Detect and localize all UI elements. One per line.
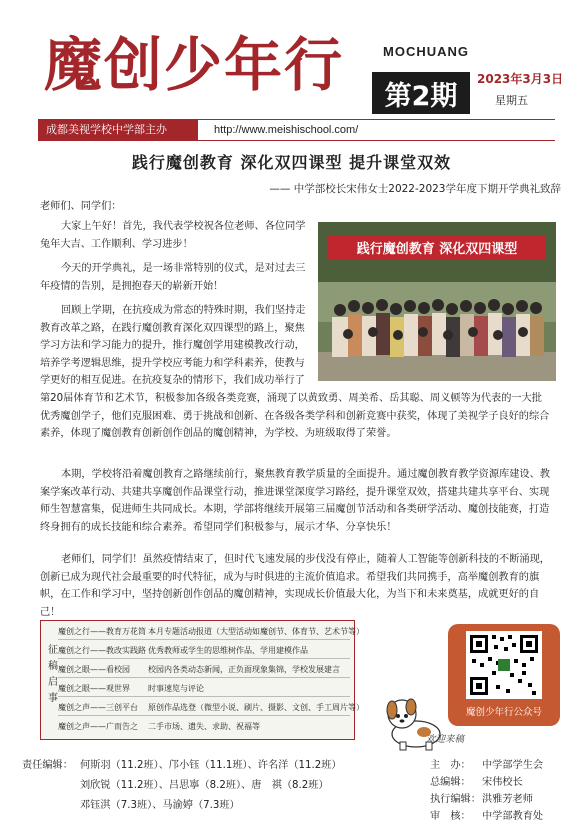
editors-line-2: 刘欣锐（11.2班）、吕思寧（8.2班）、唐 祺（8.2班）	[80, 780, 329, 791]
table-row: 魔创之声——三创平台 原创作品选登（微型小说、刷片、摄影、文创、手工周片等）	[58, 699, 350, 716]
issue-date: 2023年3月3日	[477, 72, 564, 86]
welcome-note: 欢迎来稿	[426, 734, 465, 745]
editors-line-3: 邓钰淇（7.3班）、马渝婷（7.3班）	[80, 800, 240, 811]
table-row: 魔创之行——教育万花筒 本月专题活动报道（大型活动如魔创节、体育节、艺术节等）	[58, 623, 350, 640]
article-headline: 践行魔创教育 深化双四课型 提升课堂双效	[131, 153, 452, 172]
masthead-title: 魔创少年行	[44, 31, 345, 99]
paragraph-4: 本期，学校将沿着魔创教育之路继续前行，聚焦教育教学质量的全面提升。通过魔创教育教学资源库建设、教案学案改革行动、共建共享魔创作品课堂行动，推进课堂深度学习路经，提升课堂双效，搭建共建共享平台、实现师生智慧富集，促进师生共同成长。本期，学部将继续开展第三届魔创节活动和各类研学活动、魔创技能赛，打造终身拥有的成长技能和综合素养。希望同学们积极参与，展示才华、分享快乐！	[40, 469, 550, 533]
paragraph-3: 回顾上学期，在抗疫成为常态的特殊时期，我们坚持走教育改革之路，在践行魔创教育深化双四课型的路上，聚焦学习方法和学习能力的提升，推行魔创学用建模教改行动，培养学考逻辑思维，提升学校应考能力和学科素养，使教与学更好的相互促进。在抗疫复杂的情形下，我们成功举行了第20届体育节和艺术节，积极参加各级各类竞赛，涌现了以黄致勇、周美希、岳其聪、周义顿等为代表的一大批优秀魔创学子，他们克服困难、勇于挑战和创新、在各级各类学科和创新竞赛中获奖，体现了美视学子良好的综合素养，体现了魔创教育创新创作创品的魔创精神，为学校、为班级取得了荣誉。	[40, 305, 550, 440]
executive-editor-label: 执行编辑：	[430, 794, 481, 805]
greeting: 老师们、同学们：	[40, 201, 122, 212]
table-row: 魔创之声——广而告之 二手市场、遗失、求助、祝福等	[58, 722, 260, 731]
reviewer-label: 审 核：	[430, 811, 471, 822]
table-row: 魔创之眼——观世界 时事速览与评论	[58, 680, 350, 697]
editors-label: 责任编辑：	[22, 760, 73, 771]
article-byline: —— 中学部校长宋伟女士2022-2023学年度下期开学典礼致辞	[269, 183, 561, 195]
host-strip: 成都美视学校中学部主办	[38, 119, 198, 141]
host-value: 中学部学生会	[482, 760, 544, 771]
qr-caption: 魔创少年行公众号	[465, 707, 542, 718]
editors-line-1: 何斯羽（11.2班）、邝小钰（11.1班）、许名洋（11.2班）	[80, 760, 342, 771]
issue-number: 第2期	[372, 72, 470, 114]
qr-code-icon[interactable]	[466, 631, 542, 699]
reviewer-value: 中学部教育处	[482, 811, 544, 822]
masthead-pinyin: MOCHUANG	[383, 44, 469, 59]
chief-editor-value: 宋伟校长	[482, 777, 523, 788]
host-label: 主 办：	[430, 760, 471, 771]
table-row: 魔创之眼——看校园 校园内各类动态新闻，正负面现象集锦，学校发展建言	[58, 661, 350, 678]
call-for-papers-label: 征稿启事	[48, 645, 58, 704]
photo-banner-text: 践行魔创教育 深化双四课型	[356, 242, 518, 257]
executive-editor-value: 洪雅芳老师	[482, 794, 533, 805]
paragraph-2: 今天的开学典礼，是一场非常特别的仪式，是对过去三年疫情的告别，是拥抱春天的崭新开始！	[40, 263, 306, 292]
chief-editor-label: 总编辑：	[430, 777, 471, 788]
website-url[interactable]: http://www.meishischool.com/	[198, 119, 555, 141]
paragraph-1: 大家上午好！首先，我代表学校祝各位老师、各位同学兔年大吉、工作顺利、学习进步！	[40, 221, 306, 250]
issue-weekday: 星期五	[495, 94, 528, 107]
paragraph-5: 老师们，同学们！虽然疫情结束了，但时代飞速发展的步伐没有停止，随着人工智能等创新科技的不断涌现，创新已成为现代社会最重要的时代特征，成为与时俱进的主流价值追求。希望我们共同携手，高举魔创教育的旗帜，在工作和学习中，坚持创新创作创品的魔创精神，实现成长价值最大化，为当下和未来奠基，成就更好的自己！	[40, 554, 550, 618]
group-photo	[318, 222, 556, 381]
table-row: 魔创之行——教改实践路 优秀教师或学生的思维树作品、学用建模作品	[58, 642, 350, 659]
